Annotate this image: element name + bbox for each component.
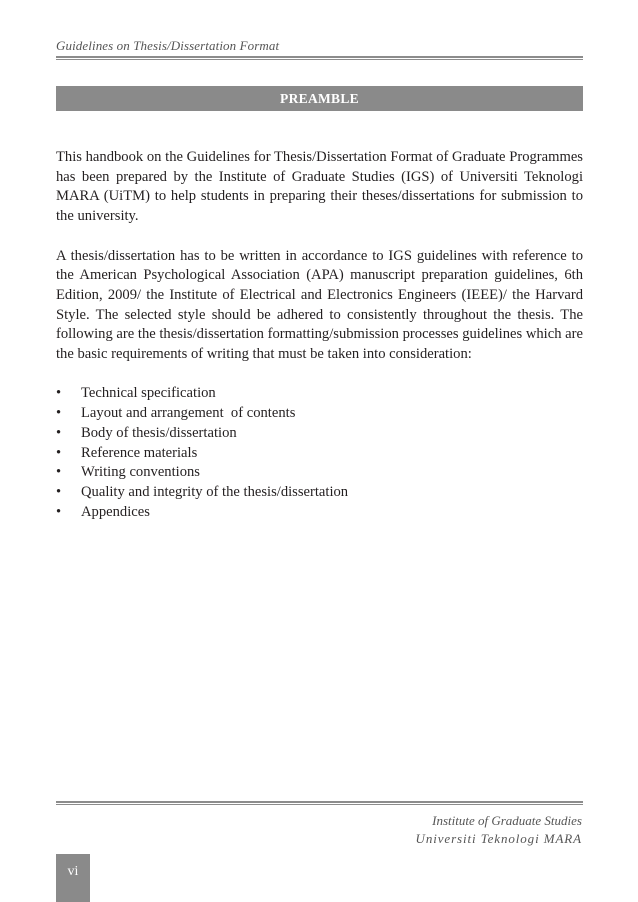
list-item-text: Body of thesis/dissertation bbox=[81, 424, 237, 441]
running-header: Guidelines on Thesis/Dissertation Format bbox=[56, 38, 280, 53]
bullet-icon: • bbox=[56, 483, 62, 500]
body-content bbox=[56, 148, 583, 522]
section-title-bar bbox=[56, 86, 583, 111]
list-item-text: Writing conventions bbox=[81, 464, 200, 481]
footer-institute-name: Institute of Graduate Studies bbox=[432, 813, 582, 828]
list-item-text: Reference materials bbox=[81, 444, 198, 461]
requirements-list bbox=[56, 384, 583, 522]
bullet-icon: • bbox=[56, 503, 62, 520]
page-number-tab bbox=[56, 854, 90, 902]
footer-university-name: Universiti Teknologi MARA bbox=[415, 831, 582, 846]
list-item bbox=[56, 424, 583, 444]
header-divider bbox=[56, 56, 583, 60]
bullet-icon: • bbox=[56, 405, 62, 422]
footer-divider bbox=[56, 801, 583, 805]
list-item-text: Technical specification bbox=[81, 385, 216, 402]
list-item bbox=[56, 503, 583, 523]
bullet-icon: • bbox=[56, 424, 62, 441]
bullet-icon: • bbox=[56, 444, 62, 461]
bullet-icon: • bbox=[56, 464, 62, 481]
list-item-text: Appendices bbox=[81, 503, 150, 520]
list-item bbox=[56, 404, 583, 424]
list-item bbox=[56, 384, 583, 404]
list-item bbox=[56, 444, 583, 464]
paragraph-intro: This handbook on the Guidelines for Thesis/Dissertation Format of Graduate Programmes has been prepared by the Institute of Graduate Studies (IGS) of Universiti Teknologi MARA (UiTM) to help students in preparing their theses/dissertations for submission to the university. bbox=[56, 149, 583, 225]
page-number: vi bbox=[67, 864, 79, 879]
section-title: PREAMBLE bbox=[280, 90, 359, 106]
list-item bbox=[56, 483, 583, 503]
footer-institution bbox=[416, 812, 582, 848]
paragraph-guidelines: A thesis/dissertation has to be written in accordance to IGS guidelines with reference to the American Psychological Association (APA) manuscript preparation guidelines, 6th Edition, 2009/ the Institute of Electrical and Electronics Engineers (IEEE)/ the Harvard Style. The selected style should be adhered to consistently throughout the thesis. The following are the thesis/dissertation formatting/submission processes guidelines which are the basic requirements of writing that must be taken into consideration: bbox=[56, 247, 583, 363]
list-item-text: Quality and integrity of the thesis/dissertation bbox=[81, 483, 349, 500]
list-item bbox=[56, 463, 583, 483]
list-item-text: Layout and arrangement of contents bbox=[81, 405, 296, 422]
bullet-icon: • bbox=[56, 385, 62, 402]
